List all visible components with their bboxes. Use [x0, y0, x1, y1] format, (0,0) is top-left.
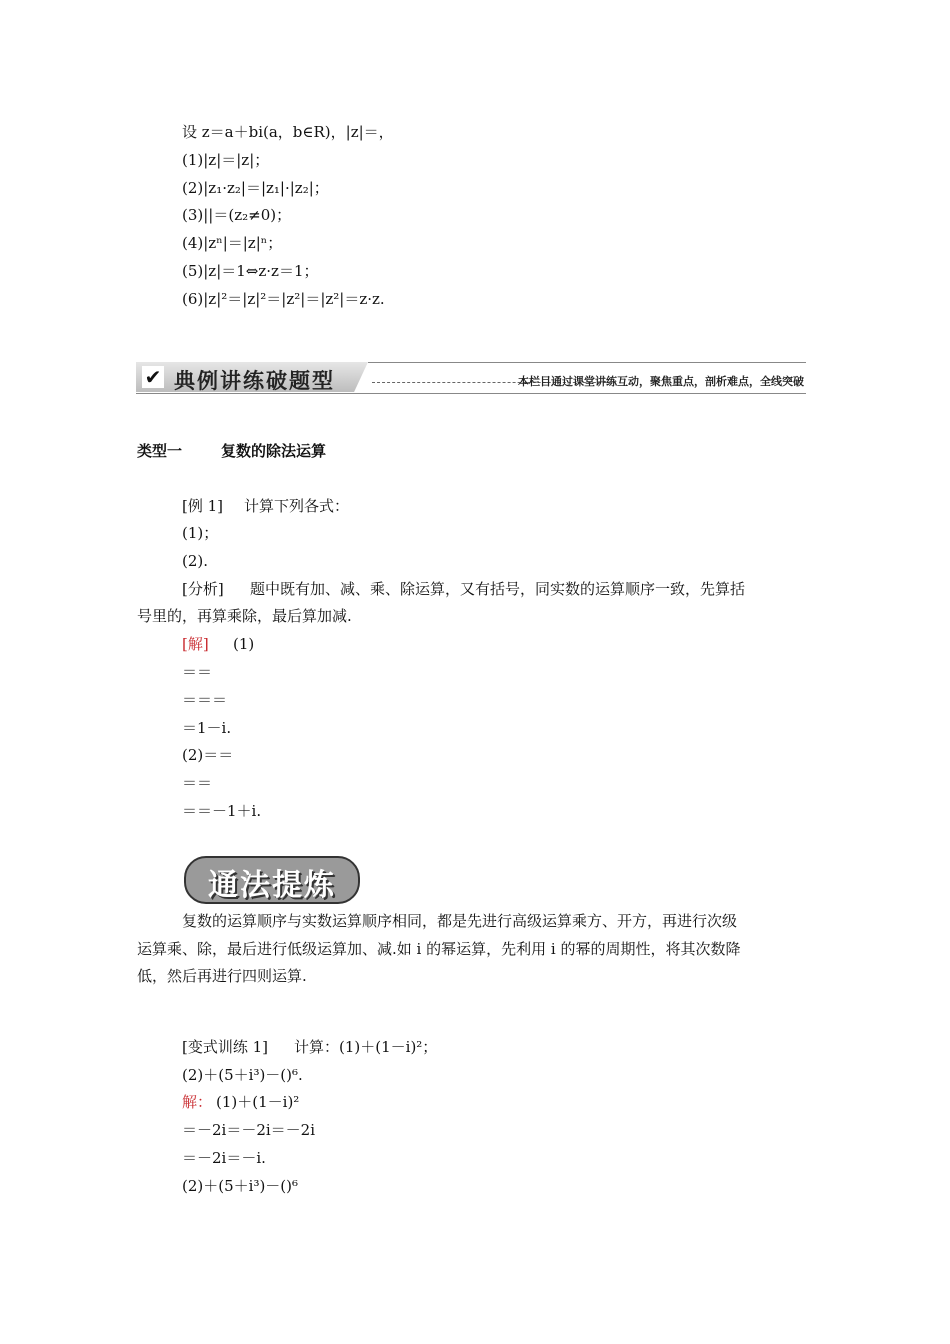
intro-line: (4)|zⁿ|＝|z|ⁿ；	[182, 234, 283, 252]
example-item: (1)；	[182, 524, 219, 542]
section-banner	[136, 362, 806, 394]
exercise-solution-tag: 解：	[182, 1093, 213, 1111]
example-prompt: 计算下列各式：	[244, 497, 350, 515]
solution-line: (1)	[233, 635, 255, 653]
method-badge	[184, 856, 360, 904]
intro-line: 设 z＝a＋bi(a，b∈R)，|z|＝，	[182, 123, 394, 141]
exercise-prompt: 计算：(1)＋(1－i)²；	[294, 1038, 438, 1056]
intro-line: (5)|z|＝1⇔z·z＝1；	[182, 262, 319, 280]
banner-slogan: 本栏目通过课堂讲练互动，聚焦重点，剖析难点，全线突破	[518, 375, 804, 388]
type-title: 复数的除法运算	[221, 442, 327, 460]
exercise-solution-line: ＝－2i＝－i.	[182, 1149, 266, 1167]
analysis-text: 题中既有加、减、乘、除运算，又有括号，同实数的运算顺序一致，先算括	[250, 580, 746, 598]
analysis-tag: [分析]	[182, 580, 224, 598]
banner-divider	[136, 393, 806, 394]
exercise-solution-line: (2)＋(5＋i³)－()⁶	[182, 1177, 299, 1195]
badge-label: 通法提炼	[208, 868, 336, 903]
solution-line: ＝＝	[182, 663, 213, 681]
method-text: 低，然后再进行四则运算.	[137, 967, 307, 985]
solution-line: ＝＝＝	[182, 691, 228, 709]
solution-line: ＝1－i.	[182, 719, 232, 737]
analysis-text: 号里的，再算乘除，最后算加减.	[137, 607, 352, 625]
intro-line: (3)||＝(z₂≠0)；	[182, 206, 292, 224]
banner-divider	[368, 362, 806, 363]
exercise-item: (2)＋(5＋i³)－()⁶.	[182, 1066, 303, 1084]
example-tag: [例 1]	[182, 497, 224, 515]
banner-title: 典例讲练破题型	[174, 369, 335, 393]
example-item: (2).	[182, 552, 209, 570]
checkmark-icon: ✔	[142, 366, 164, 388]
type-label: 类型一	[137, 442, 183, 460]
solution-line: ＝＝	[182, 774, 213, 792]
intro-line: (1)|z|＝|z|；	[182, 151, 270, 169]
method-text: 运算乘、除，最后进行低级运算加、减.如 i 的幂运算，先利用 i 的幂的周期性，将其次数降	[137, 940, 741, 958]
exercise-tag: [变式训练 1]	[182, 1038, 269, 1056]
intro-line: (6)|z|²＝|z|²＝|z²|＝|z²|＝z·z.	[182, 290, 385, 308]
solution-tag: [解]	[182, 635, 209, 653]
exercise-solution-line: ＝－2i＝－2i＝－2i	[182, 1121, 316, 1139]
method-text: 复数的运算顺序与实数运算顺序相同，都是先进行高级运算乘方、开方，再进行次级	[182, 912, 738, 930]
exercise-solution-line: (1)＋(1－i)²	[216, 1093, 300, 1111]
intro-line: (2)|z₁·z₂|＝|z₁|·|z₂|；	[182, 179, 329, 197]
solution-line: (2)＝＝	[182, 746, 234, 764]
solution-line: ＝＝－1＋i.	[182, 802, 262, 820]
